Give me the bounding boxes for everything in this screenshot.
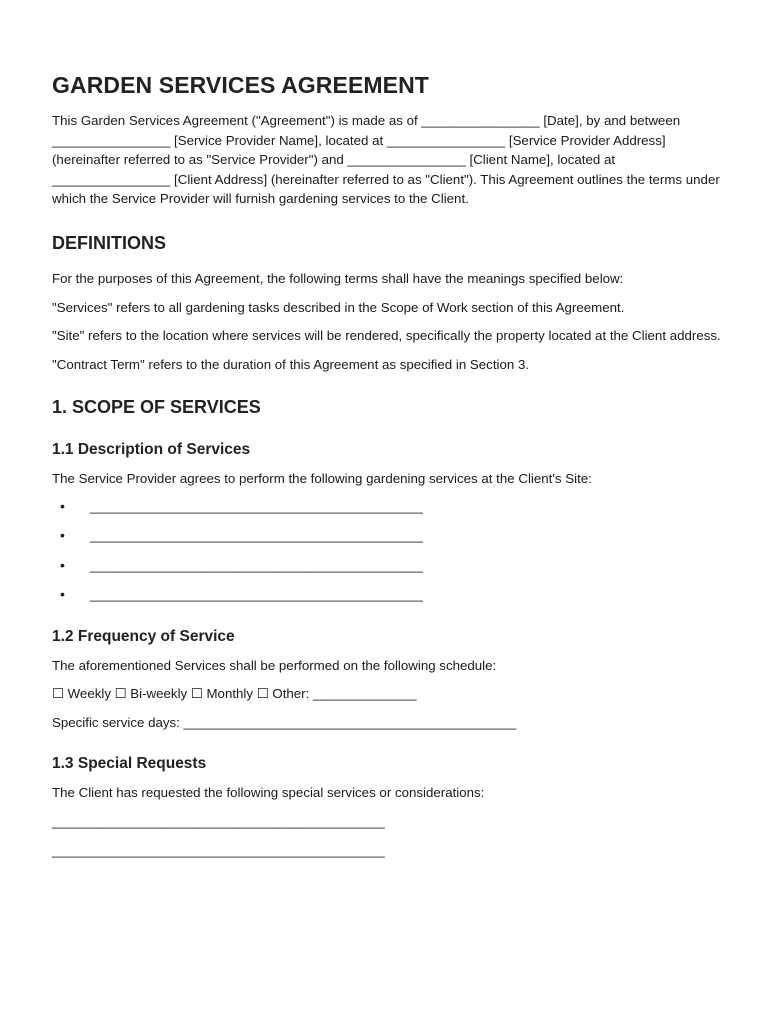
frequency-heading: 1.2 Frequency of Service [52,627,235,645]
blank-line: _____________________________________________ [90,587,423,603]
blank-line: _____________________________________________ [52,843,385,859]
blank-line: _____________________________________________ [90,498,423,514]
intro-paragraph: This Garden Services Agreement ("Agreement") is made as of ________________ [Date], by and between ________________ [Service Provider Name], located at ________________ [Service Provider Address] (hereinafter referred to as "Service Provider") and ________________ [Client Name], located at ________________ [Client Address] (hereinafter referred to as "Client"). This Agreement outlines the terms under which the Service Provider will furnish gardening services to the Client. [52,113,720,207]
special-requests-text: The Client has requested the following special services or considerations: [52,785,485,801]
list-item [52,556,722,585]
description-text: The Service Provider agrees to perform the following gardening services at the Client's Site: [52,471,592,487]
special-requests-heading: 1.3 Special Requests [52,755,207,773]
bullet-icon: • [60,497,65,514]
frequency-options: ☐ Weekly ☐ Bi-weekly ☐ Monthly ☐ Other: ______________ [52,686,417,702]
list-item [52,526,722,555]
description-heading: 1.1 Description of Services [52,441,251,459]
definition-site: "Site" refers to the location where services will be rendered, specifically the property located at the Client address. [52,328,721,344]
definition-services: "Services" refers to all gardening tasks described in the Scope of Work section of this Agreement. [52,299,625,315]
definitions-heading: DEFINITIONS [52,232,167,253]
bullet-icon: • [60,586,65,603]
blank-line: _____________________________________________ [90,528,423,544]
special-requests-lines [52,812,722,861]
scope-heading: 1. SCOPE OF SERVICES [52,397,261,418]
definitions-lead: For the purposes of this Agreement, the following terms shall have the meanings specified below: [52,270,624,286]
frequency-text: The aforementioned Services shall be performed on the following schedule: [52,657,497,673]
list-item [52,497,722,526]
specific-service-days: Specific service days: _____________________________________________ [52,714,517,730]
bullet-icon: • [60,527,65,544]
list-item [52,585,722,614]
bullet-icon: • [60,556,65,573]
definition-contract-term: "Contract Term" refers to the duration of this Agreement as specified in Section 3. [52,356,530,372]
document-content [52,72,722,861]
services-bullet-list [52,497,722,615]
blank-line: _____________________________________________ [90,557,423,573]
blank-line: _____________________________________________ [52,813,385,829]
document-title: GARDEN SERVICES AGREEMENT [52,72,429,98]
